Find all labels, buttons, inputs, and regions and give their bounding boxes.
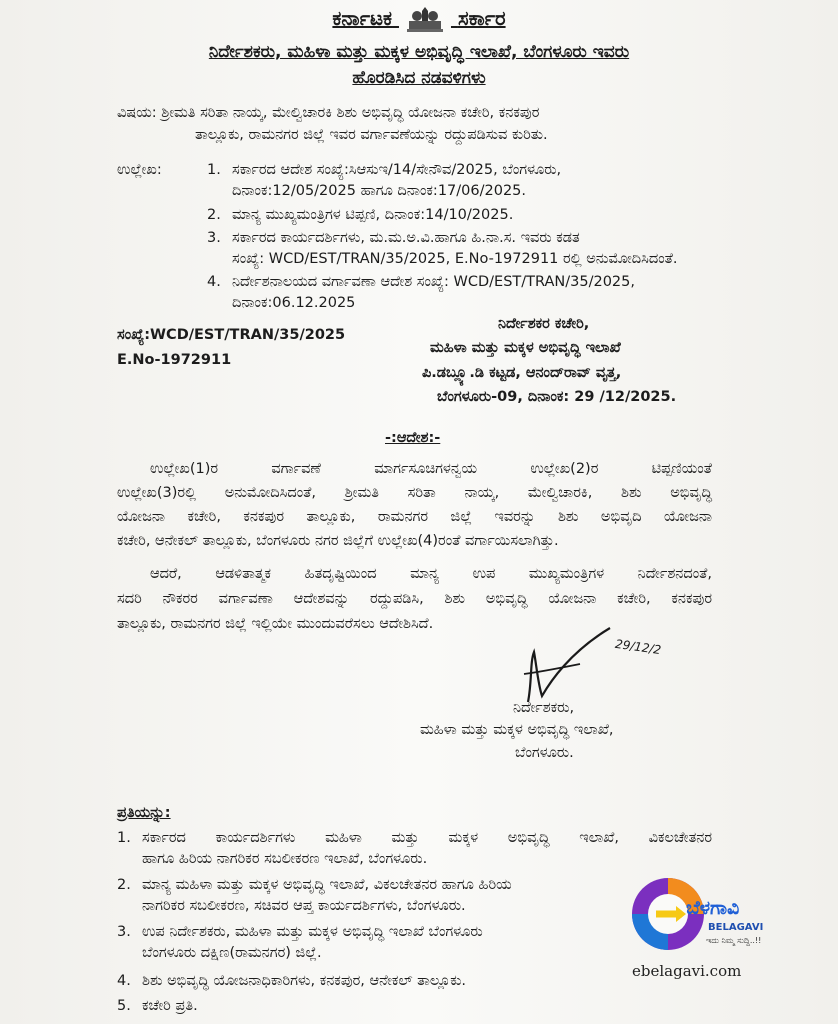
copy-number: 5.: [117, 998, 131, 1014]
signature-date-note: 29/12/2: [614, 636, 663, 658]
header-karnataka: ಕರ್ನಾಟಕ: [332, 6, 393, 30]
office-line-1: ನಿರ್ದೇಶಕರ ಕಚೇರಿ,: [498, 316, 590, 332]
order-title: -:ಆದೇಶ:-: [385, 430, 441, 446]
file-number: ಸಂಖ್ಯೆ:WCD/EST/TRAN/35/2025: [117, 327, 346, 343]
reference-item-2-line-1: ಮಾನ್ಯ ಮುಖ್ಯಮಂತ್ರಿಗಳ ಟಿಪ್ಪಣಿ, ದಿನಾಂಕ:14/10/2025.: [232, 207, 514, 223]
office-line-3: ಪಿ.ಡಬ್ಲ್ಯೂ.ಡಿ ಕಟ್ಟಡ, ಆನಂದ್‌ರಾವ್ ವೃತ್ತ,: [422, 365, 622, 381]
copy-item-2-line-2: ನಾಗರಿಕರ ಸಬಲೀಕರಣ, ಸಚಿವರ ಆಪ್ತ ಕಾರ್ಯದರ್ಶಿಗಳು, ಬೆಂಗಳೂರು.: [142, 898, 466, 914]
signatory-place: ಬೆಂಗಳೂರು.: [515, 745, 574, 761]
copy-number: 1.: [117, 830, 131, 846]
header-proceedings-line: ಹೊರಡಿಸಿದ ನಡವಳಿಗಳು: [352, 68, 486, 88]
reference-number: 4.: [207, 274, 221, 290]
copy-number: 4.: [117, 973, 131, 989]
references-label: ಉಲ್ಲೇಖ:: [117, 162, 162, 178]
e-number: E.No-1972911: [117, 352, 232, 368]
copy-item-5-line-1: ಕಚೇರಿ ಪ್ರತಿ.: [142, 998, 198, 1014]
reference-item-4-line-2: ದಿನಾಂಕ:06.12.2025: [232, 295, 356, 311]
order-para1-line: ಯೋಜನಾ ಕಚೇರಿ, ಕನಕಪುರ ತಾಲ್ಲೂಕು, ರಾಮನಗರ ಜಿಲ್ಲೆ ಇವರನ್ನು ಶಿಶು ಅಭಿವೃದಿ ಯೋಜನಾ: [117, 509, 712, 525]
copy-item-1-line-2: ಹಾಗೂ ಹಿರಿಯ ನಾಗರಿಕರ ಸಬಲೀಕರಣ ಇಲಾಖೆ, ಬೆಂಗಳೂರು.: [142, 851, 428, 867]
subject-line-1: ವಿಷಯ: ಶ್ರೀಮತಿ ಸರಿತಾ ನಾಯ್ಕ, ಮೇಲ್ವಿಚಾರಕಿ ಶಿಶು ಅಭಿವೃದ್ಧಿ ಯೋಜನಾ ಕಚೇರಿ, ಕನಕಪುರ: [117, 105, 540, 121]
reference-item-1-line-2: ದಿನಾಂಕ:12/05/2025 ಹಾಗೂ ದಿನಾಂಕ:17/06/2025.: [232, 183, 526, 199]
order-para2-line: ಆದರೆ, ಆಡಳಿತಾತ್ಮಕ ಹಿತದೃಷ್ಟಿಯಿಂದ ಮಾನ್ಯ ಉಪ ಮುಖ್ಯಮಂತ್ರಿಗಳ ನಿರ್ದೇಶನದಂತೆ,: [150, 566, 712, 582]
signatory-title: ನಿರ್ದೇಶಕರು,: [513, 700, 575, 716]
logo-brand-english: BELAGAVI: [708, 922, 764, 933]
order-para1-line: ಉಲ್ಲೇಖ(3)ರಲ್ಲಿ ಅನುಮೋದಿಸಿದಂತೆ, ಶ್ರೀಮತಿ ಸರಿತಾ ನಾಯ್ಕ, ಮೇಲ್ವಿಚಾರಕಿ, ಶಿಶು ಅಭಿವೃದ್ಧಿ: [117, 485, 712, 501]
signature-icon: [520, 622, 720, 712]
copy-item-4-line-1: ಶಿಶು ಅಭಿವೃದ್ಧಿ ಯೋಜನಾಧಿಕಾರಿಗಳು, ಕನಕಪುರ, ಆನೇಕಲ್ ತಾಲ್ಲೂಕು.: [142, 973, 467, 989]
order-para1-line: ಕಚೇರಿ, ಆನೇಕಲ್ ತಾಲ್ಲೂಕು, ಬೆಂಗಳೂರು ನಗರ ಜಿಲ್ಲೆಗೆ ಉಲ್ಲೇಖ(4)ರಂತೆ ವರ್ಗಾಯಿಸಲಾಗಿತ್ತು.: [117, 533, 559, 549]
copy-item-2-line-1: ಮಾನ್ಯ ಮಹಿಳಾ ಮತ್ತು ಮಕ್ಕಳ ಅಭಿವೃದ್ಧಿ ಇಲಾಖೆ, ವಿಕಲಚೇತನರ ಹಾಗೂ ಹಿರಿಯ: [142, 877, 512, 893]
copy-number: 3.: [117, 924, 131, 940]
reference-item-4-line-1: ನಿರ್ದೇಶನಾಲಯದ ವರ್ಗಾವಣಾ ಆದೇಶ ಸಂಖ್ಯೆ: WCD/EST/TRAN/35/2025,: [232, 274, 635, 290]
reference-item-1-line-1: ಸರ್ಕಾರದ ಆದೇಶ ಸಂಖ್ಯೆ:ಸಿಆಸುಇ/14/ಸೇನೌವ/2025, ಬೆಂಗಳೂರು,: [232, 162, 562, 178]
office-line-2: ಮಹಿಳಾ ಮತ್ತು ಮಕ್ಕಳ ಅಭಿವೃದ್ಧಿ ಇಲಾಖೆ: [430, 340, 621, 356]
reference-item-3-line-1: ಸರ್ಕಾರದ ಕಾರ್ಯದರ್ಶಿಗಳು, ಮ.ಮ.ಅ.ವಿ.ಹಾಗೂ ಹಿ.ನಾ.ಸ. ಇವರು ಕಡತ: [232, 230, 580, 246]
copy-number: 2.: [117, 877, 131, 893]
signatory-department: ಮಹಿಳಾ ಮತ್ತು ಮಕ್ಕಳ ಅಭಿವೃದ್ಧಿ ಇಲಾಖೆ,: [420, 722, 614, 738]
header-government: ಸರ್ಕಾರ: [457, 6, 506, 30]
reference-number: 1.: [207, 162, 221, 178]
website-watermark: ebelagavi.com: [632, 962, 742, 980]
reference-number: 2.: [207, 207, 221, 223]
header-government-line: [0, 6, 838, 33]
copy-item-3-line-1: ಉಪ ನಿರ್ದೇಶಕರು, ಮಹಿಳಾ ಮತ್ತು ಮಕ್ಕಳ ಅಭಿವೃದ್ಧಿ ಇಲಾಖೆ ಬೆಂಗಳೂರು: [142, 924, 483, 940]
logo-brand-kannada: ಬೆಳಗಾವಿ: [686, 897, 740, 919]
header-department-line: ನಿರ್ದೇಶಕರು, ಮಹಿಳಾ ಮತ್ತು ಮಕ್ಕಳ ಅಭಿವೃದ್ಧಿ ಇಲಾಖೆ, ಬೆಂಗಳೂರು ಇವರು: [208, 42, 630, 62]
copy-item-1-line-1: ಸರ್ಕಾರದ ಕಾರ್ಯದರ್ಶಿಗಳು ಮಹಿಳಾ ಮತ್ತು ಮಕ್ಕಳ ಅಭಿವೃದ್ಧಿ ಇಲಾಖೆ, ವಿಕಲಚೇತನರ: [142, 830, 712, 846]
copy-item-3-line-2: ಬೆಂಗಳೂರು ದಕ್ಷಿಣ(ರಾಮನಗರ) ಜಿಲ್ಲೆ.: [142, 945, 322, 961]
subject-line-2: ತಾಲ್ಲೂಕು, ರಾಮನಗರ ಜಿಲ್ಲೆ ಇವರ ವರ್ಗಾವಣೆಯನ್ನು ರದ್ದುಪಡಿಸುವ ಕುರಿತು.: [195, 127, 548, 143]
order-para2-line: ತಾಲ್ಲೂಕು, ರಾಮನಗರ ಜಿಲ್ಲೆ ಇಲ್ಲಿಯೇ ಮುಂದುವರೆಸಲು ಆದೇಶಿಸಿದೆ.: [117, 616, 434, 632]
order-para1-line: ಉಲ್ಲೇಖ(1)ರ ವರ್ಗಾವಣೆ ಮಾರ್ಗಸೂಚಿಗಳನ್ವಯ ಉಲ್ಲೇಖ(2)ರ ಟಿಪ್ಪಣಿಯಂತೆ: [150, 461, 712, 477]
reference-item-3-line-2: ಸಂಖ್ಯೆ: WCD/EST/TRAN/35/2025, E.No-1972911 ರಲ್ಲಿ ಅನುಮೋದಿಸಿದಂತೆ.: [232, 251, 678, 267]
reference-number: 3.: [207, 230, 221, 246]
copies-label: ಪ್ರತಿಯನ್ನು:: [117, 805, 171, 821]
office-date-line: ಬೆಂಗಳೂರು-09, ದಿನಾಂಕ: 29 /12/2025.: [437, 389, 677, 405]
logo-tagline: ಇದು ನಿಮ್ಮ ಸುದ್ದಿ..!!: [706, 936, 762, 945]
state-emblem-icon: [405, 7, 445, 33]
order-para2-line: ಸದರಿ ನೌಕರರ ವರ್ಗಾವಣಾ ಆದೇಶವನ್ನು ರದ್ದುಪಡಿಸಿ, ಶಿಶು ಅಭಿವೃದ್ಧಿ ಯೋಜನಾ ಕಚೇರಿ, ಕನಕಪುರ: [117, 591, 712, 607]
